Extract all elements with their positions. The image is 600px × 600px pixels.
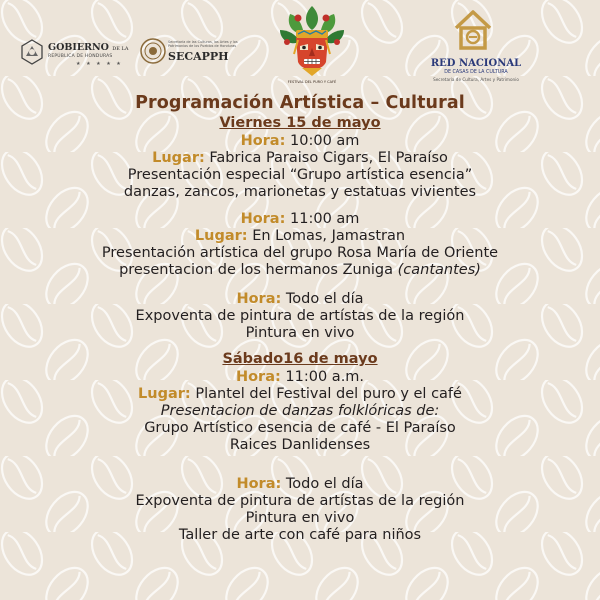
- secapph-small-text: Secretaría de las Culturas, las Artes y los Patrimonios de los Pueblos de Honduras: [168, 40, 238, 48]
- day1-event3-desc1: Expoventa de pintura de artístas de la región: [135, 308, 465, 324]
- hora-label: Hora:: [236, 476, 282, 492]
- red-nacional-line2: DE CASAS DE LA CULTURA: [444, 70, 508, 75]
- lugar-label: Lugar:: [138, 386, 191, 402]
- day1-event1-desc2: danzas, zancos, marionetas y estatuas vivientes: [123, 184, 477, 200]
- lugar-value: En Lomas, Jamastran: [252, 228, 406, 244]
- hora-value: Todo el día: [285, 476, 364, 492]
- red-nacional-line3: Secretaría de Cultura, Artes y Patrimonio: [433, 77, 519, 82]
- gobierno-stars: ★ ★ ★ ★ ★: [76, 61, 123, 67]
- hora-value: 10:00 am: [290, 133, 360, 149]
- page-title: Programación Artística – Cultural: [135, 93, 465, 113]
- hora-label: Hora:: [240, 211, 286, 227]
- day1-heading: Viernes 15 de mayo: [219, 115, 381, 131]
- lugar-label: Lugar:: [152, 150, 205, 166]
- honduras-seal-icon: [18, 38, 46, 66]
- day1-event2-desc2: [0, 262, 600, 279]
- gobierno-connector: DE LA: [112, 46, 129, 52]
- gobierno-logo: [18, 38, 136, 68]
- secapph-logo: [140, 38, 242, 68]
- day1-event2-hora: [0, 211, 600, 228]
- lugar-label: Lugar:: [194, 228, 248, 244]
- gobierno-name: GOBIERNO: [48, 42, 109, 53]
- day1-event2-lugar: [0, 228, 600, 245]
- desc-italic: (cantantes): [397, 262, 481, 278]
- day2-event1-desc1: Presentacion de danzas folklóricas de:: [160, 403, 440, 419]
- header-logos: [0, 0, 600, 90]
- red-nacional-name: RED NACIONAL: [430, 58, 522, 69]
- day2-event1-hora: [0, 369, 600, 386]
- hora-value: Todo el día: [285, 291, 364, 307]
- day1-event3-hora: [0, 291, 600, 308]
- day2-event2-desc1: Expoventa de pintura de artístas de la región: [135, 493, 465, 509]
- day2-heading: Sábado16 de mayo: [222, 351, 378, 367]
- hora-label: Hora:: [235, 369, 281, 385]
- day1-event1-desc1: Presentación especial “Grupo artística esencia”: [127, 167, 473, 183]
- house-emblem-icon: [452, 8, 494, 52]
- lugar-value: Fabrica Paraiso Cigars, El Paraíso: [209, 150, 448, 166]
- secapph-seal-icon: [140, 38, 166, 64]
- day1-event1-hora: [0, 133, 600, 150]
- day2-event2-desc3: Taller de arte con café para niños: [178, 527, 422, 543]
- red-nacional-logo: [424, 8, 528, 82]
- day1-event1-lugar: [0, 150, 600, 167]
- hora-label: Hora:: [236, 291, 282, 307]
- day2-event1-lugar: [0, 386, 600, 403]
- day2-event2-hora: [0, 476, 600, 493]
- day1-event3-desc2: Pintura en vivo: [245, 325, 355, 341]
- festival-caption: FESTIVAL DEL PURO Y CAFÉ: [287, 80, 337, 84]
- lugar-value: Plantel del Festival del puro y el café: [195, 386, 462, 402]
- day1-event2-desc1: Presentación artística del grupo Rosa María de Oriente: [101, 245, 499, 261]
- program-content: [0, 92, 600, 544]
- hora-value: 11:00 a.m.: [285, 369, 365, 385]
- hora-value: 11:00 am: [290, 211, 360, 227]
- desc-text: presentacion de los hermanos Zuniga: [119, 262, 394, 278]
- hora-label: Hora:: [240, 133, 286, 149]
- gobierno-subtitle: REPÚBLICA DE HONDURAS: [48, 54, 113, 59]
- tribal-mask-icon: [274, 4, 350, 80]
- day2-event2-desc2: Pintura en vivo: [245, 510, 355, 526]
- day2-event1-desc3: Raices Danlidenses: [229, 437, 371, 453]
- day2-event1-desc2: Grupo Artístico esencia de café - El Paraíso: [144, 420, 456, 436]
- festival-mask-logo: [274, 4, 350, 94]
- secapph-name: SECAPPH: [168, 50, 229, 63]
